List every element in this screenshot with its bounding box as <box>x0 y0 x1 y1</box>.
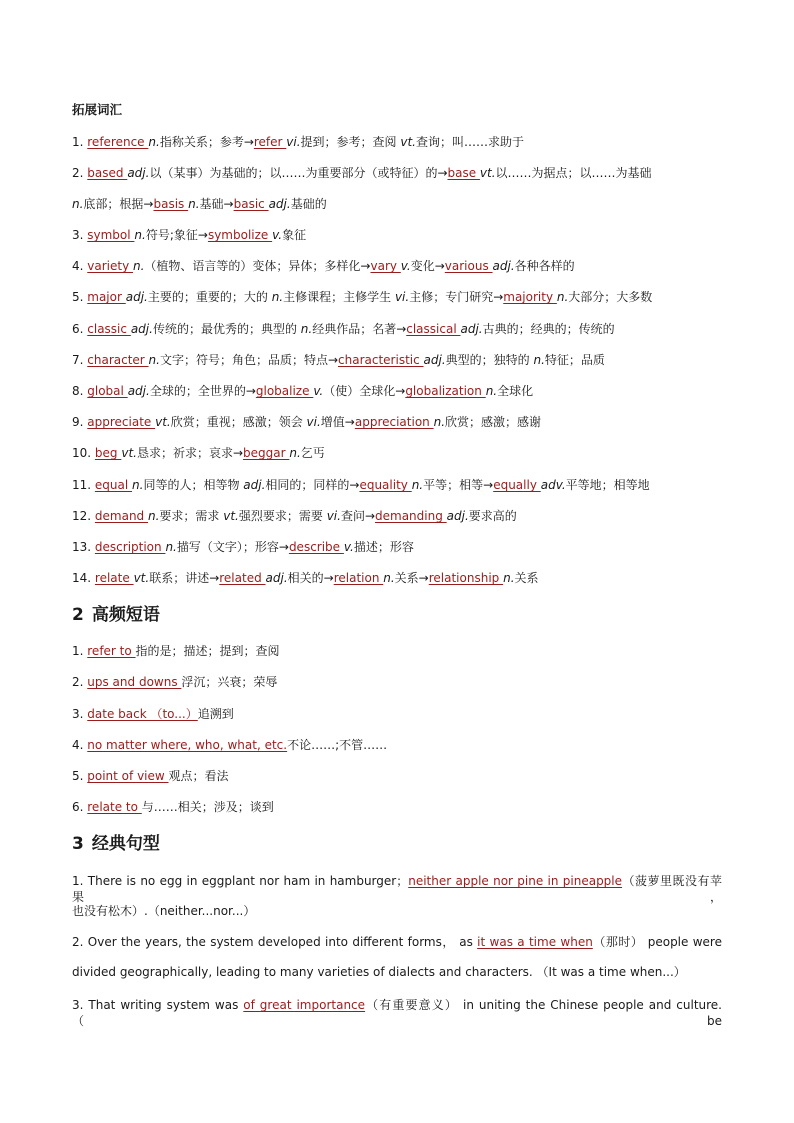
line-text: 底部；根据→ <box>83 197 154 211</box>
line-text: 平等地；相等地 <box>565 478 650 492</box>
line-text: 指称关系；参考→ <box>159 135 254 149</box>
answer-word: neither apple nor pine in pineapple <box>408 874 623 888</box>
vocab-item-7 <box>72 352 722 368</box>
line-text: 3. <box>72 228 88 242</box>
vocab-item-12 <box>72 508 722 524</box>
answer-word: beggar <box>243 446 290 460</box>
line-text: 5. <box>72 769 88 783</box>
line-text: 6. <box>72 800 88 814</box>
part-of-speech: adj. <box>265 571 288 585</box>
line-text: 主修；专门研究→ <box>409 290 504 304</box>
line-text: 古典的；经典的；传统的 <box>482 322 615 336</box>
part-of-speech: adj. <box>268 197 291 211</box>
line-text: 2. <box>72 166 88 180</box>
sentences-section-number: 3 <box>72 834 84 854</box>
phrase-item-3 <box>72 706 722 722</box>
phrase-item-4 <box>72 737 722 753</box>
line-text: 传统的；最优秀的；典型的 <box>152 322 301 336</box>
line-text: 相同的；同样的→ <box>265 478 360 492</box>
sentence-item-2 <box>72 934 722 950</box>
line-text: （植物、语言等的）变体；异体；多样化→ <box>144 259 371 273</box>
part-of-speech: adj. <box>125 290 148 304</box>
phrases-section-number: 2 <box>72 605 84 625</box>
line-text: 主要的；重要的；大的 <box>147 290 272 304</box>
line-text: 13. <box>72 540 95 554</box>
part-of-speech: adj. <box>460 322 483 336</box>
answer-word: refer <box>253 135 287 149</box>
line-text: 文字；符号；角色；品质；特点→ <box>159 353 339 367</box>
part-of-speech: adj. <box>446 509 469 523</box>
part-of-speech: n. <box>300 322 313 336</box>
sentence-item-2-continued <box>72 964 722 980</box>
line-text: 不论……;不管…… <box>287 738 388 752</box>
line-text: 要求高的 <box>468 509 517 523</box>
vocab-item-13 <box>72 539 722 555</box>
line-text: 也没有松木）.（neither...nor...） <box>72 904 256 918</box>
line-text: 变化→ <box>410 259 445 273</box>
line-text: （菠萝里既没有苹果， <box>72 874 722 904</box>
line-text: 相关的→ <box>287 571 334 585</box>
vocab-item-3 <box>72 227 722 243</box>
line-text: 联系；讲述→ <box>149 571 220 585</box>
line-text: 4. <box>72 259 88 273</box>
line-text: 经典作品；名著→ <box>312 322 407 336</box>
part-of-speech: n. <box>411 478 424 492</box>
line-text: 2. <box>72 675 88 689</box>
part-of-speech: v. <box>400 259 411 273</box>
part-of-speech: n. <box>433 415 446 429</box>
answer-word: beg <box>94 446 122 460</box>
line-text: 描述；形容 <box>353 540 414 554</box>
part-of-speech: adj. <box>130 322 153 336</box>
line-text: 追溯到 <box>197 707 234 721</box>
line-text: 平等；相等→ <box>423 478 494 492</box>
line-text: 10. <box>72 446 95 460</box>
part-of-speech: n. <box>148 353 160 367</box>
phrase-item-1 <box>72 643 722 659</box>
part-of-speech: vi. <box>286 135 301 149</box>
line-text: 基础→ <box>199 197 234 211</box>
line-text: 3. <box>72 707 88 721</box>
line-text: （有重要意义） in uniting the Chinese people and culture.（be <box>72 998 722 1028</box>
vocab-item-11 <box>72 477 722 493</box>
part-of-speech: n. <box>383 571 395 585</box>
part-of-speech: vt. <box>479 166 496 180</box>
line-text: 主修课程；主修学生 <box>283 290 395 304</box>
part-of-speech: vt. <box>133 571 150 585</box>
answer-word: demand <box>94 509 148 523</box>
line-text: 乞丐 <box>300 446 325 460</box>
part-of-speech: adj. <box>243 478 266 492</box>
line-text: （使）全球化→ <box>323 384 406 398</box>
line-text: 6. <box>72 322 88 336</box>
answer-word: character <box>87 353 149 367</box>
answer-word: reference <box>87 135 149 149</box>
part-of-speech: v. <box>313 384 324 398</box>
line-text: 4. <box>72 738 88 752</box>
part-of-speech: vt. <box>121 446 137 460</box>
line-text: 观点；看法 <box>168 769 229 783</box>
sentences-section-heading <box>72 833 160 855</box>
part-of-speech: v. <box>272 228 283 242</box>
answer-word: related <box>219 571 266 585</box>
vocab-item-9 <box>72 414 722 430</box>
answer-word: equally <box>493 478 541 492</box>
answer-word: based <box>87 166 128 180</box>
answer-word: of great importance <box>243 998 366 1012</box>
answer-word: no matter where, who, what, etc. <box>87 738 288 752</box>
answer-word: refer to <box>87 644 136 658</box>
part-of-speech: n. <box>485 384 498 398</box>
answer-word: ups and downs <box>87 675 182 689</box>
line-text: 要求；需求 <box>159 509 224 523</box>
part-of-speech: n. <box>165 540 177 554</box>
answer-word: majority <box>503 290 557 304</box>
answer-word: relate to <box>87 800 142 814</box>
vocab-item-4 <box>72 258 722 274</box>
line-text: 符号;象征→ <box>145 228 208 242</box>
part-of-speech: vi. <box>394 290 410 304</box>
answer-word: globalization <box>405 384 486 398</box>
vocab-section-title: 拓展词汇 <box>72 102 123 117</box>
line-text: 欣赏；重视；感激；领会 <box>170 415 307 429</box>
sentence-item-1 <box>72 873 722 905</box>
line-text: 8. <box>72 384 88 398</box>
part-of-speech: n. <box>134 228 146 242</box>
answer-word: variety <box>87 259 133 273</box>
answer-word: demanding <box>375 509 447 523</box>
line-text: 1. <box>72 644 88 658</box>
line-text: 以（某事）为基础的；以……为重要部分（或特征）的→ <box>149 166 448 180</box>
line-text: 全球的；全世界的→ <box>149 384 256 398</box>
part-of-speech: adj. <box>127 166 150 180</box>
answer-word: appreciation <box>354 415 434 429</box>
line-text: 增值→ <box>320 415 355 429</box>
vocab-item-2 <box>72 165 722 181</box>
line-text: 5. <box>72 290 88 304</box>
line-text: 1. There is no egg in eggplant nor ham in hamburger； <box>72 874 409 888</box>
answer-word: describe <box>288 540 344 554</box>
phrases-section-title: 高频短语 <box>91 605 160 625</box>
line-text: 恳求；祈求；哀求→ <box>136 446 244 460</box>
sentence-item-3 <box>72 997 722 1029</box>
vocab-item-2-continued <box>72 196 722 212</box>
answer-word: base <box>447 166 480 180</box>
part-of-speech: n. <box>533 353 545 367</box>
line-text: 14. <box>72 571 95 585</box>
part-of-speech: adj. <box>127 384 150 398</box>
phrase-item-5 <box>72 768 722 784</box>
part-of-speech: n. <box>148 135 160 149</box>
line-text: 12. <box>72 509 95 523</box>
phrase-item-2 <box>72 674 722 690</box>
part-of-speech: v. <box>343 540 354 554</box>
vocab-item-5 <box>72 289 722 305</box>
line-text: 3. That writing system was <box>72 998 244 1012</box>
line-text: 查询；叫……求助于 <box>416 135 525 149</box>
line-text: 基础的 <box>290 197 327 211</box>
part-of-speech: vi. <box>326 509 341 523</box>
line-text: 11. <box>72 478 95 492</box>
part-of-speech: n. <box>132 478 144 492</box>
line-text: 2. Over the years, the system developed into different forms， as <box>72 935 478 949</box>
part-of-speech: n. <box>271 290 284 304</box>
answer-word: basic <box>233 197 269 211</box>
vocab-item-6 <box>72 321 722 337</box>
line-text: 大部分；大多数 <box>568 290 653 304</box>
answer-word: description <box>94 540 166 554</box>
line-text: 描写（文字）；形容→ <box>176 540 289 554</box>
line-text: 典型的；独特的 <box>445 353 534 367</box>
line-text: 强烈要求；需要 <box>238 509 327 523</box>
answer-word: date back （to...） <box>87 707 198 721</box>
part-of-speech: n. <box>72 197 84 211</box>
answer-word: equal <box>94 478 133 492</box>
part-of-speech: vt. <box>155 415 171 429</box>
line-text: 与……相关；涉及；谈到 <box>141 800 274 814</box>
line-text: 浮沉；兴衰；荣辱 <box>181 675 278 689</box>
answer-word: relationship <box>428 571 504 585</box>
answer-word: symbolize <box>207 228 273 242</box>
part-of-speech: vi. <box>306 415 321 429</box>
part-of-speech: vt. <box>400 135 416 149</box>
line-text: 关系→ <box>394 571 429 585</box>
line-text: 各种各样的 <box>514 259 575 273</box>
line-text: 关系 <box>514 571 539 585</box>
line-text: 提到；参考；查阅 <box>300 135 401 149</box>
answer-word: global <box>87 384 128 398</box>
answer-word: point of view <box>87 769 169 783</box>
line-text: 同等的人；相等物 <box>143 478 244 492</box>
part-of-speech: n. <box>289 446 301 460</box>
line-text: 查问→ <box>340 509 376 523</box>
part-of-speech: adj. <box>423 353 446 367</box>
answer-word: it was a time when <box>477 935 593 949</box>
line-text: 全球化 <box>497 384 534 398</box>
vocab-item-8 <box>72 383 722 399</box>
line-text: 9. <box>72 415 88 429</box>
answer-word: major <box>87 290 126 304</box>
part-of-speech: n. <box>133 259 145 273</box>
part-of-speech: vt. <box>223 509 239 523</box>
answer-word: characteristic <box>338 353 424 367</box>
part-of-speech: n. <box>148 509 160 523</box>
answer-word: basis <box>153 197 189 211</box>
line-text: 7. <box>72 353 88 367</box>
phrase-item-6 <box>72 799 722 815</box>
part-of-speech: n. <box>503 571 515 585</box>
line-text: 1. <box>72 135 88 149</box>
phrases-section-heading <box>72 604 160 626</box>
answer-word: globalize <box>255 384 314 398</box>
line-text: 欣赏；感激；感谢 <box>445 415 542 429</box>
vocab-item-14 <box>72 570 722 586</box>
line-text: 象征 <box>282 228 307 242</box>
answer-word: equality <box>359 478 412 492</box>
sentences-section-title: 经典句型 <box>91 834 160 854</box>
answer-word: appreciate <box>87 415 156 429</box>
part-of-speech: n. <box>188 197 200 211</box>
answer-word: relation <box>333 571 384 585</box>
answer-word: classical <box>406 322 461 336</box>
part-of-speech: n. <box>556 290 569 304</box>
line-text: （那时） people were <box>592 935 722 949</box>
answer-word: classic <box>87 322 131 336</box>
line-text: divided geographically, leading to many varieties of dialects and characters. （It was a time when...） <box>72 965 686 979</box>
vocab-item-10 <box>72 445 722 461</box>
line-text: 指的是；描述；提到；查阅 <box>135 644 280 658</box>
line-text: 以……为据点；以……为基础 <box>495 166 652 180</box>
sentence-item-1-continued <box>72 903 722 919</box>
answer-word: symbol <box>87 228 135 242</box>
part-of-speech: adv. <box>540 478 566 492</box>
answer-word: relate <box>94 571 134 585</box>
line-text: 特征；品质 <box>544 353 605 367</box>
vocab-item-1 <box>72 134 722 150</box>
answer-word: various <box>444 259 493 273</box>
answer-word: vary <box>370 259 401 273</box>
part-of-speech: adj. <box>492 259 515 273</box>
